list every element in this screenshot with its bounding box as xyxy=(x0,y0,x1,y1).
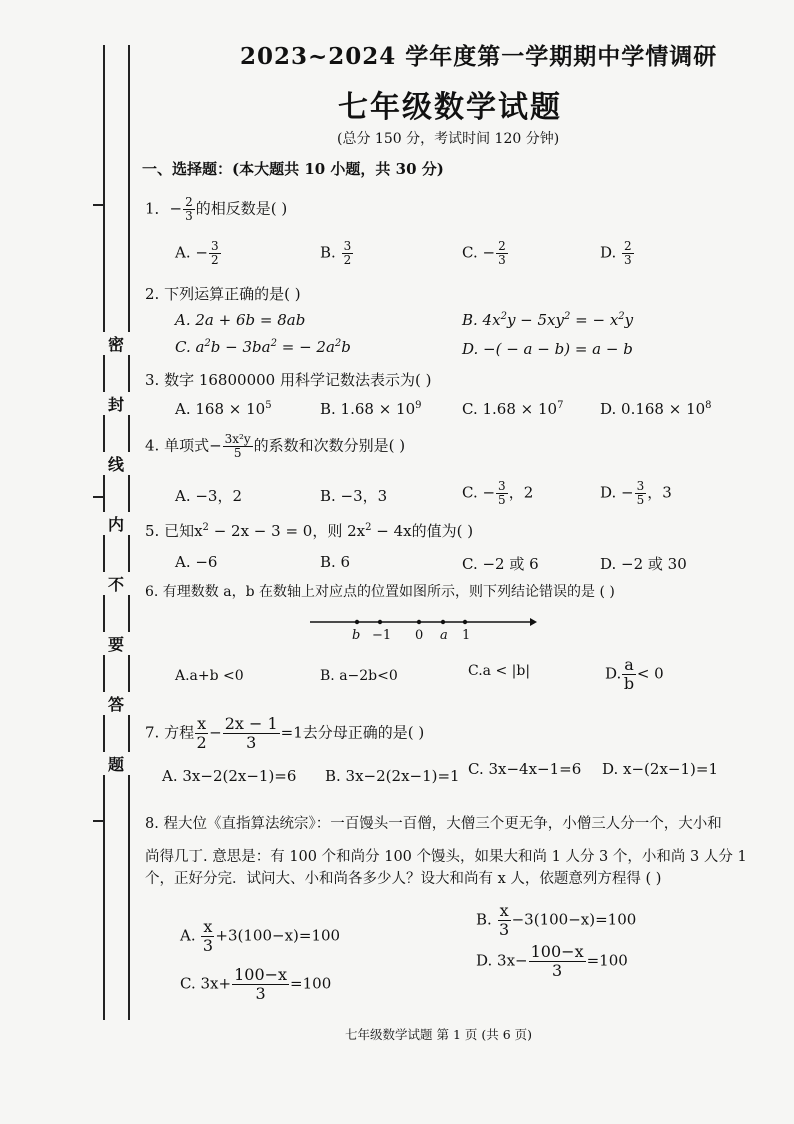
question-number: 1． xyxy=(145,199,170,218)
question-8-line-1: 8. 程大位《直指算法统宗》：一百馒头一百僧，大僧三个更无争，小僧三人分一个，大小和 xyxy=(145,816,722,832)
q6-option-d[interactable]: D. $\frac{a}{b}$ < 0 xyxy=(605,655,664,693)
seal-char: 答 xyxy=(102,692,130,715)
seal-char: 密 xyxy=(102,332,130,355)
q1-option-b[interactable]: B. $\frac{3}{2}$ xyxy=(320,239,352,267)
section-heading: 一、选择题：(本大题共 10 小题，共 30 分) xyxy=(142,160,444,178)
q3-option-a[interactable]: A. $168 \times 10^5$ xyxy=(175,400,272,418)
q6-option-b[interactable]: B. a−2b<0 xyxy=(320,668,398,684)
question-4: 4. 单项式− $\frac{\text{3x²y}}{5}$ 的系数和次数分别是( ) xyxy=(145,432,406,460)
binding-tick xyxy=(93,496,103,498)
axis-label-neg1: −1 xyxy=(372,628,392,643)
q6-option-c[interactable]: C.a < |b| xyxy=(468,663,531,679)
q1-option-a[interactable]: A. − $\frac{3}{2}$ xyxy=(175,239,219,267)
q8-option-a[interactable]: A. $\frac{x}{3}$ +3(100−x)=100 xyxy=(180,917,341,955)
q2-option-d[interactable]: D. −( − a − b) = a − b xyxy=(462,340,633,358)
q4-option-d[interactable]: D. − $\frac{3}{5}$ ，3 xyxy=(600,479,672,507)
q5-option-c[interactable]: C. −2 或 6 xyxy=(462,555,539,573)
seal-char: 不 xyxy=(102,572,130,595)
question-2: 2. 下列运算正确的是( ) xyxy=(145,285,301,303)
axis-label-0: 0 xyxy=(415,628,424,643)
q1-option-d[interactable]: D. $\frac{2}{3}$ xyxy=(600,239,632,267)
q7-option-d[interactable]: D. x−(2x−1)=1 xyxy=(602,760,718,778)
question-1: 1．− $\frac{2}{3}$ 的相反数是( ) xyxy=(145,195,288,223)
question-3: 3. 数字 16800000 用科学记数法表示为( ) xyxy=(145,371,432,389)
q2-option-c[interactable]: C. $a^2b - 3ba^2$ = − $2a^2b$ xyxy=(175,338,351,356)
q2-option-a[interactable]: A. 2a + 6b = 8ab xyxy=(175,311,306,329)
axis-label-b: b xyxy=(352,628,361,643)
q5-option-d[interactable]: D. −2 或 30 xyxy=(600,555,687,573)
question-6: 6. 有理数数 a，b 在数轴上对应点的位置如图所示，则下列结论错误的是 ( ) xyxy=(145,584,615,600)
q2-option-b[interactable]: B. $4x^2y - 5xy^2$ = − $x^2y$ xyxy=(462,311,634,329)
exam-note: (总分 150 分，考试时间 120 分钟) xyxy=(337,131,560,147)
seal-char: 内 xyxy=(102,512,130,535)
q6-option-a[interactable]: A.a+b <0 xyxy=(175,668,244,684)
question-5: 5. 已知$x^2 - 2x - 3 = 0$，则 $2x^2 - 4x$的值为( ) xyxy=(145,522,474,540)
q3-option-d[interactable]: D. $0.168 \times 10^8$ xyxy=(600,400,712,418)
exam-subtitle: 七年级数学试题 xyxy=(338,90,562,125)
q3-option-b[interactable]: B. $1.68 \times 10^9$ xyxy=(320,400,422,418)
question-8-line-3: 个，正好分完．试问大、小和尚各多少人？设大和尚有 x 人，依题意列方程得 ( ) xyxy=(145,871,662,887)
q3-option-c[interactable]: C. $1.68 \times 10^7$ xyxy=(462,400,564,418)
q8-option-d[interactable]: D. 3x− $\frac{100-x}{3}$ =100 xyxy=(476,942,628,980)
q5-option-b[interactable]: B. 6 xyxy=(320,553,351,571)
seal-char: 要 xyxy=(102,632,130,655)
question-8-line-2: 尚得几丁. 意思是：有 100 个和尚分 100 个馒头，如果大和尚 1 人分 3 个，小和尚 3 人分 1 xyxy=(145,849,747,865)
binding-tick xyxy=(93,820,103,822)
axis-label-a: a xyxy=(440,628,448,643)
question-7: 7. 方程 $\frac{x}{2}$ − $\frac{2x - 1}{3}$ =1去分母正确的是( ) xyxy=(145,714,425,752)
q4-option-b[interactable]: B. −3，3 xyxy=(320,487,388,505)
q5-option-a[interactable]: A. −6 xyxy=(175,553,218,571)
seal-char: 题 xyxy=(102,752,130,775)
binding-tick xyxy=(93,204,103,206)
axis-label-1: 1 xyxy=(462,628,471,643)
q7-option-a[interactable]: A. 3x−2(2x−1)=6 xyxy=(162,767,297,785)
seal-char: 线 xyxy=(102,452,130,475)
q8-option-b[interactable]: B. $\frac{x}{3}$ −3(100−x)=100 xyxy=(476,901,637,939)
q8-option-c[interactable]: C. 3x+ $\frac{100-x}{3}$ =100 xyxy=(180,965,332,1003)
q7-option-b[interactable]: B. 3x−2(2x−1)=1 xyxy=(325,767,460,785)
q7-option-c[interactable]: C. 3x−4x−1=6 xyxy=(468,760,582,778)
q4-option-a[interactable]: A. −3，2 xyxy=(175,487,243,505)
q1-option-c[interactable]: C. − $\frac{2}{3}$ xyxy=(462,239,506,267)
exam-title: 2023~2024 学年度第一学期期中学情调研 xyxy=(240,43,718,70)
seal-char: 封 xyxy=(102,392,130,415)
page-footer: 七年级数学试题 第 1 页 (共 6 页) xyxy=(345,1027,533,1042)
q4-option-c[interactable]: C. − $\frac{3}{5}$ ，2 xyxy=(462,479,534,507)
